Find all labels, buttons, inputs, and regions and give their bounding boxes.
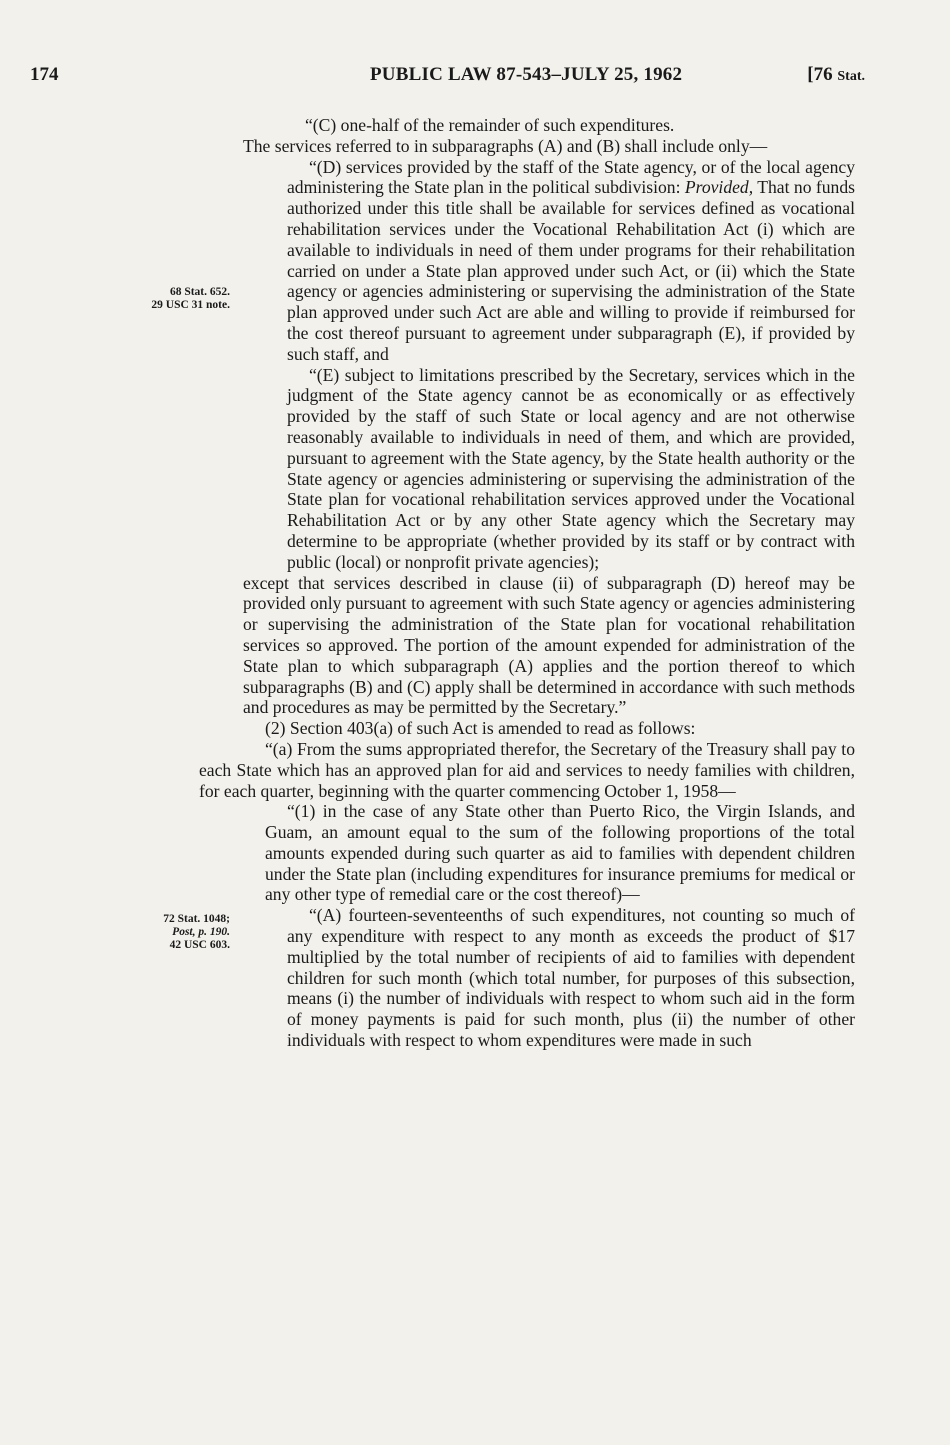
- paragraph-section-2: (2) Section 403(a) of such Act is amended to read as follows:: [265, 718, 696, 739]
- paragraph-d: [287, 157, 855, 365]
- statute-label: Stat.: [837, 69, 865, 84]
- margin-citation-line: 42 USC 603.: [169, 939, 230, 951]
- margin-citation-line: 29 USC 31 note.: [151, 299, 230, 311]
- paragraph-except: except that services described in clause (ii) of subparagraph (D) hereof may be provided only pursuant to agreement with such State agency or agencies administering or supervising the administration of the State plan for vocational rehabilitation services so approved. The portion of the amount expended for administration of the State plan to which subparagraph (A) applies and the portion thereof to which subparagraphs (B) and (C) apply shall be determined in accordance with such methods and procedures as may be permitted by the Secretary.”: [243, 572, 855, 718]
- paragraph-1-a: “(A) fourteen-seventeenths of such expenditures, not counting so much of any expenditure with respect to any month as exceeds the product of $17 multiplied by the total number of recipients of aid to families with dependent children for such month (which total number, for purposes of this subsection, means (i) the number of individuals with respect to whom such aid in the form of money payments is paid for such month, plus (ii) the number of other individuals with respect to whom expenditures were made in such: [287, 905, 855, 1051]
- running-header: [30, 64, 865, 88]
- paragraph-1: “(1) in the case of any State other than Puerto Rico, the Virgin Islands, and Guam, an amount equal to the sum of the following proportions of the total amounts expended during such quarter as aid to families with dependent children under the State plan (including expenditures for insurance premiums for medical or any other type of remedial care or the cost thereof)—: [265, 801, 855, 905]
- paragraph-d-text-2: That no funds authorized under this title shall be available for services defined as vocational rehabilitation services under the Vocational Rehabilitation Act (i) which are available to individuals in need of them under programs for their rehabilitation carried on under a State plan approved under such Act, or (ii) which the State agency or agencies administering or supervising the administration of the State plan approved under such Act are able and willing to provide if reimbursed for the cost thereof pursuant to agreement under subparagraph (E), if provided by such staff, and: [287, 177, 855, 364]
- margin-citation-line: 68 Stat. 652.: [169, 286, 230, 298]
- margin-citation-line: Post, p. 190.: [172, 926, 230, 938]
- paragraph-d-provided: Provided,: [684, 177, 754, 198]
- statute-reference: [807, 64, 865, 86]
- page-title: PUBLIC LAW 87-543–JULY 25, 1962: [370, 64, 683, 85]
- margin-citation-1: [30, 286, 230, 312]
- paragraph-e: “(E) subject to limitations prescribed by the Secretary, services which in the judgment of the State agency cannot be as economically or as effectively provided by the staff of such State or local agency and are not otherwise reasonably available to individuals in need of them, and which are provided, pursuant to agreement with the State agency, by the State health authority or the State agency or agencies administering or supervising the administration of the State plan for vocational rehabilitation services approved under the Vocational Rehabilitation Act or by any other State agency which the Secretary may determine to be appropriate (whether provided by its staff or by contract with public (local) or nonprofit private agencies);: [287, 364, 855, 572]
- paragraph-c: “(C) one-half of the remainder of such expenditures.: [305, 115, 675, 135]
- paragraph-a: “(a) From the sums appropriated therefor, the Secretary of the Treasury shall pay to each State which has an approved plan for aid and services to needy families with children, for each quarter, beginning with the quarter commencing October 1, 1958—: [199, 738, 855, 801]
- margin-citation-line: 72 Stat. 1048;: [163, 913, 230, 925]
- statute-prefix: [76: [807, 64, 838, 85]
- paragraph-services-intro: The services referred to in subparagraphs (A) and (B) shall include only—: [243, 135, 768, 156]
- margin-citation-2: [30, 913, 230, 952]
- page-number: 174: [30, 64, 59, 85]
- paragraph-d-text-1: “(D) services provided by the staff of the State agency, or of the local agency administering the State plan in the political subdivision:: [287, 156, 855, 198]
